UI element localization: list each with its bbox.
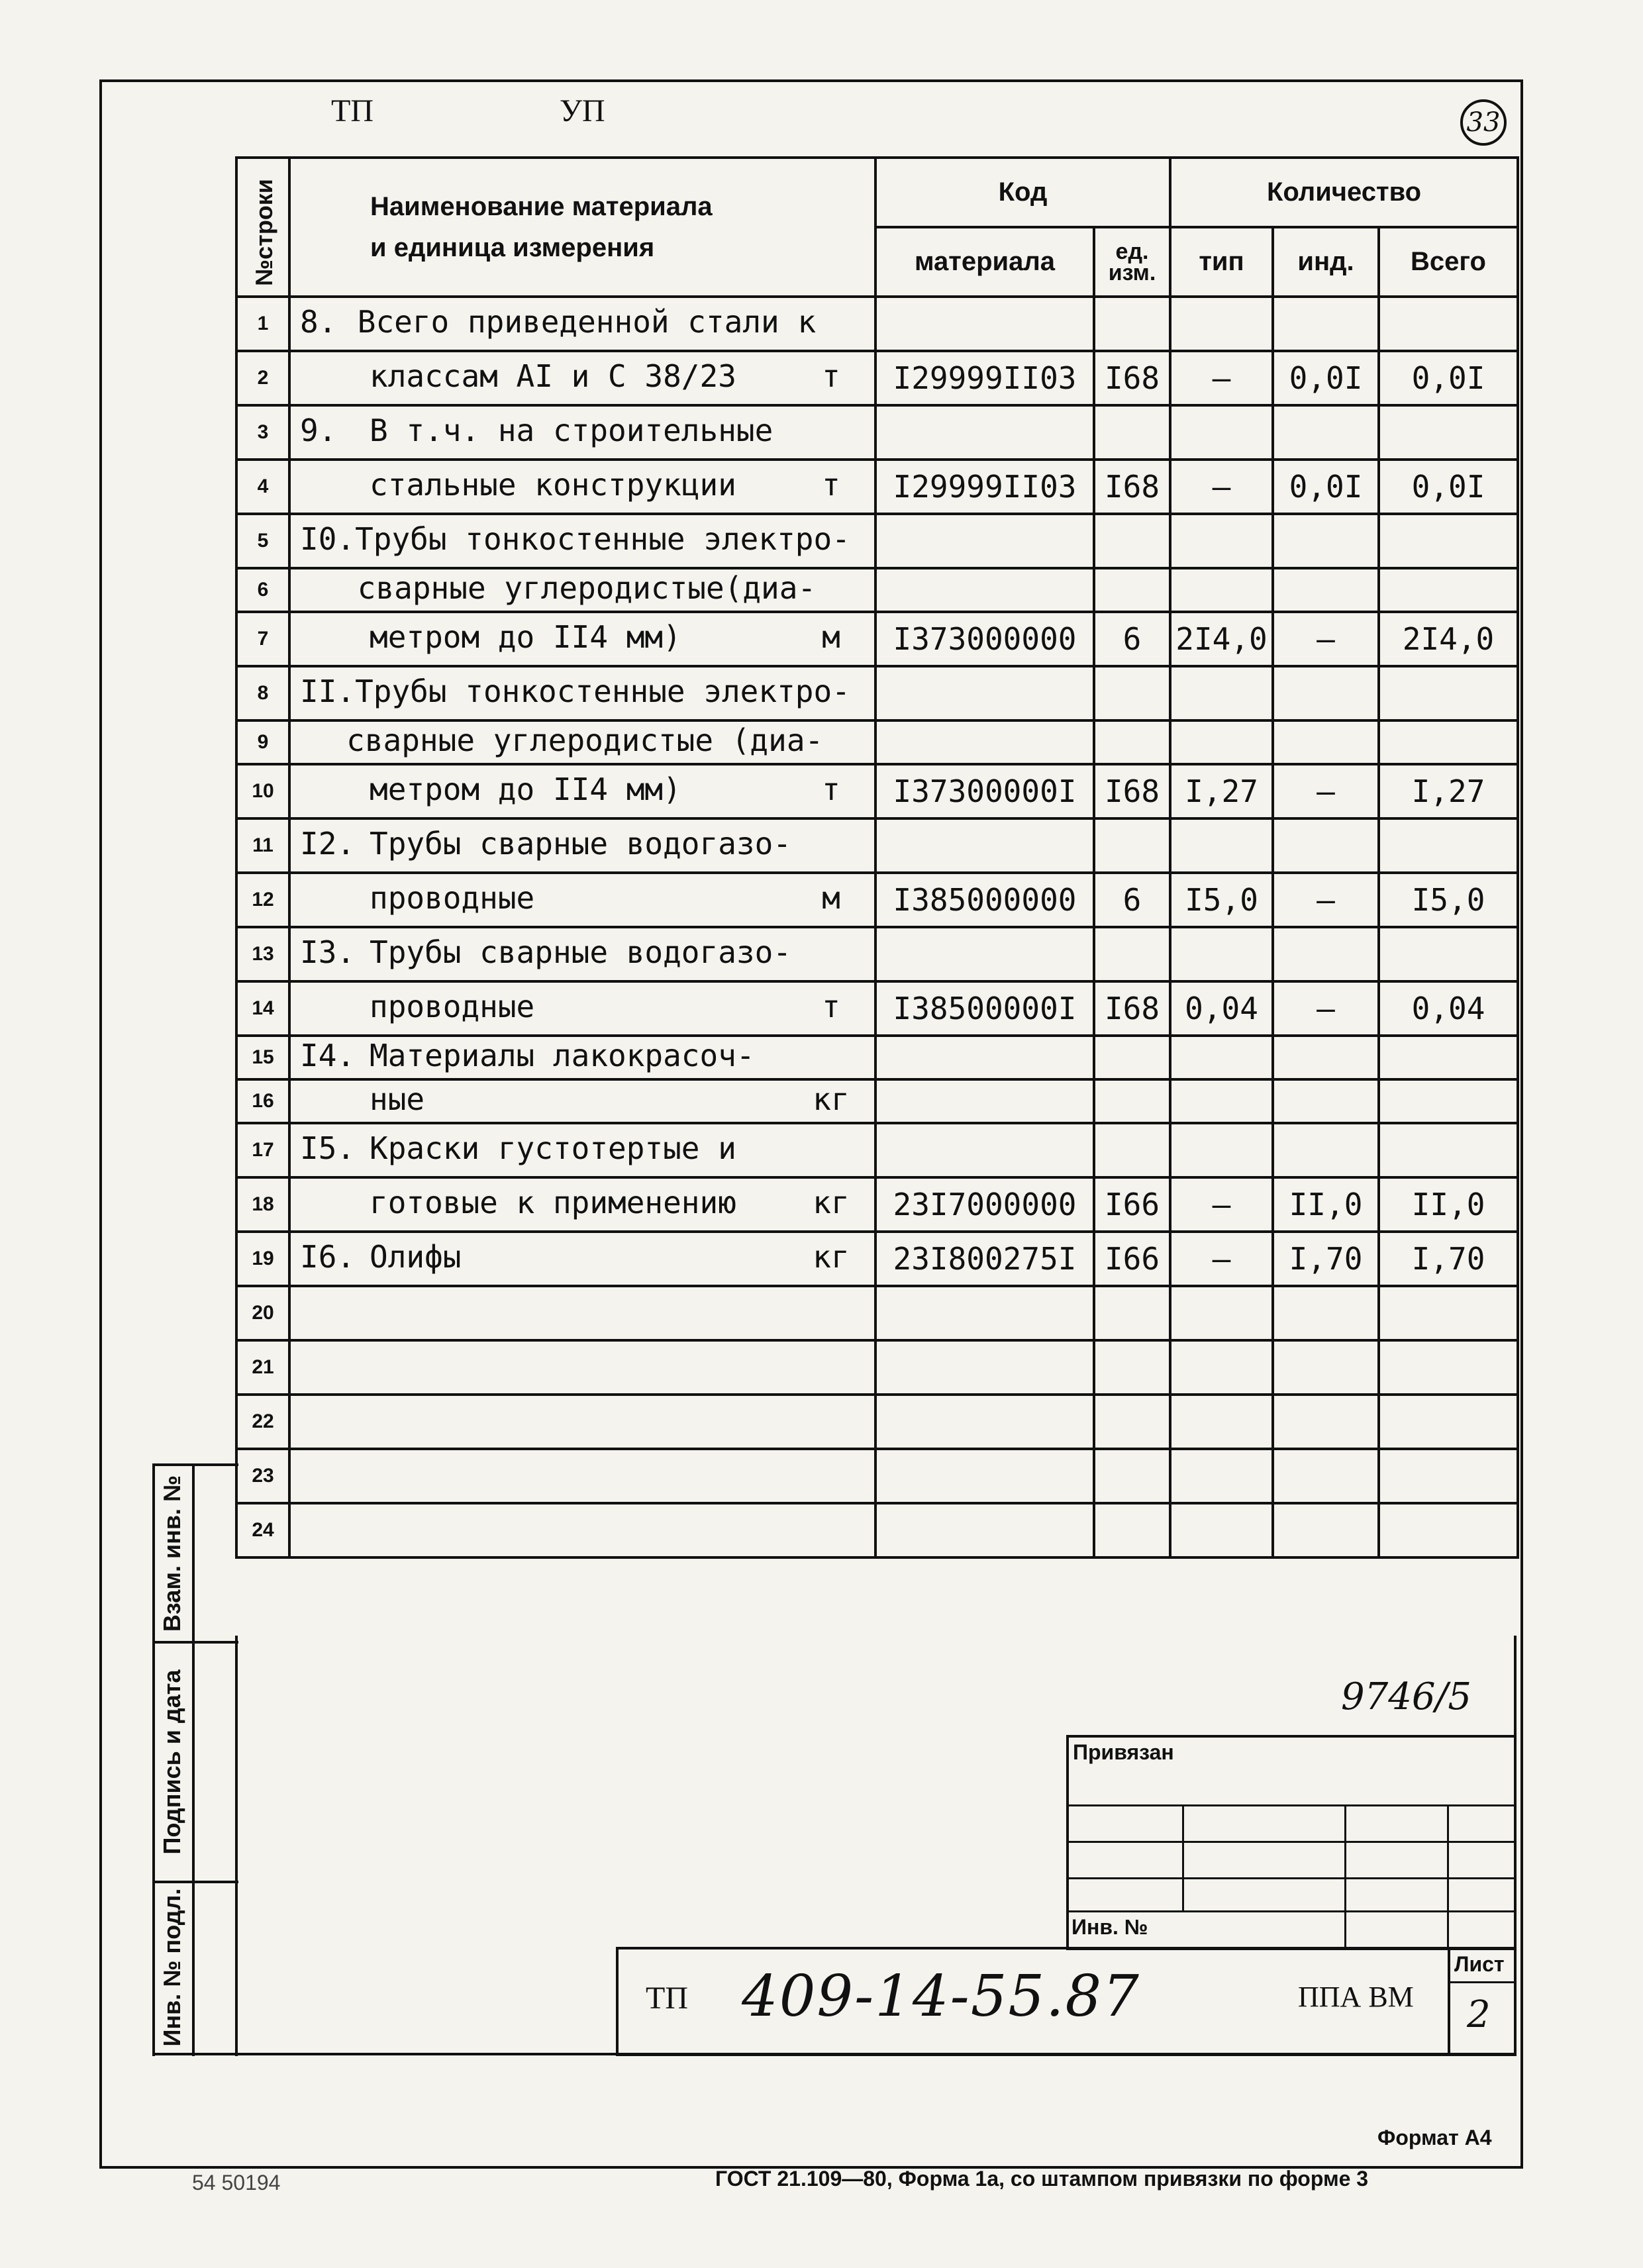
side-label-podpis: Подпись и дата bbox=[158, 1669, 185, 1855]
material-name-cell bbox=[289, 612, 875, 666]
material-name: ные bbox=[370, 1081, 425, 1117]
material-code bbox=[875, 1395, 1094, 1449]
qty-total: 2I4,0 bbox=[1379, 612, 1518, 666]
material-name: Всего приведенной стали к bbox=[357, 304, 817, 340]
material-code bbox=[875, 927, 1094, 981]
table-row bbox=[236, 460, 1518, 514]
material-code bbox=[875, 514, 1094, 568]
qty-total bbox=[1379, 514, 1518, 568]
qty-ind bbox=[1273, 1395, 1379, 1449]
stamp-line-2 bbox=[1066, 1841, 1517, 1843]
qty-ind bbox=[1273, 927, 1379, 981]
header-row-1 bbox=[236, 158, 1518, 227]
row-number: 1 bbox=[236, 297, 289, 351]
material-name: Трубы сварные водогазо- bbox=[370, 934, 791, 970]
lower-left-border bbox=[235, 1636, 238, 2056]
unit-code bbox=[1094, 1036, 1170, 1079]
material-name-cell bbox=[289, 1123, 875, 1177]
row-number: 6 bbox=[236, 568, 289, 612]
qty-type bbox=[1170, 818, 1273, 873]
table-row bbox=[236, 1503, 1518, 1557]
material-name: классам АI и С 38/23 bbox=[370, 358, 736, 394]
unit-code bbox=[1094, 1286, 1170, 1340]
item-position: II. bbox=[300, 673, 356, 709]
unit-code bbox=[1094, 405, 1170, 460]
header-code: Код bbox=[875, 158, 1170, 227]
unit-code: I68 bbox=[1094, 460, 1170, 514]
qty-type bbox=[1170, 297, 1273, 351]
item-position: I4. bbox=[300, 1038, 356, 1073]
unit-code: I66 bbox=[1094, 1177, 1170, 1232]
qty-type: 0,04 bbox=[1170, 981, 1273, 1036]
unit-code bbox=[1094, 514, 1170, 568]
qty-total bbox=[1379, 666, 1518, 720]
qty-ind bbox=[1273, 1449, 1379, 1503]
qty-ind bbox=[1273, 1340, 1379, 1395]
material-name: Трубы тонкостенные электро- bbox=[355, 521, 850, 557]
material-name: сварные углеродистые (диа- bbox=[346, 722, 824, 758]
material-code bbox=[875, 568, 1094, 612]
qty-ind bbox=[1273, 568, 1379, 612]
material-name: проводные bbox=[370, 989, 535, 1024]
material-name: проводные bbox=[370, 880, 535, 916]
privyazan-label: Привязан bbox=[1073, 1740, 1174, 1764]
qty-ind: – bbox=[1273, 981, 1379, 1036]
material-name-cell bbox=[289, 1340, 875, 1395]
row-number: 11 bbox=[236, 818, 289, 873]
qty-total bbox=[1379, 818, 1518, 873]
inv-no-label: Инв. № bbox=[1071, 1915, 1148, 1939]
material-name-cell bbox=[289, 720, 875, 764]
material-code: I29999II03 bbox=[875, 460, 1094, 514]
material-name-cell bbox=[289, 818, 875, 873]
title-tp: ТП bbox=[646, 1981, 688, 2016]
qty-total: 0,04 bbox=[1379, 981, 1518, 1036]
side-border-left bbox=[152, 1463, 155, 2056]
stamp-line-4 bbox=[1066, 1910, 1517, 1912]
row-number: 12 bbox=[236, 873, 289, 927]
unit-code bbox=[1094, 720, 1170, 764]
qty-ind bbox=[1273, 1079, 1379, 1123]
header-code-unit: ед. изм. bbox=[1094, 227, 1170, 297]
material-name-cell bbox=[289, 514, 875, 568]
qty-type bbox=[1170, 1079, 1273, 1123]
header-up: УП bbox=[560, 93, 605, 128]
qty-type bbox=[1170, 1449, 1273, 1503]
unit-code bbox=[1094, 1079, 1170, 1123]
item-position: I0. bbox=[300, 521, 356, 557]
row-number: 8 bbox=[236, 666, 289, 720]
page-number-circle bbox=[1460, 99, 1507, 146]
material-code bbox=[875, 1123, 1094, 1177]
material-code bbox=[875, 1286, 1094, 1340]
table-row bbox=[236, 927, 1518, 981]
qty-type: I,27 bbox=[1170, 764, 1273, 818]
qty-ind bbox=[1273, 1123, 1379, 1177]
qty-ind bbox=[1273, 297, 1379, 351]
archive-number: 54 50194 bbox=[192, 2171, 281, 2194]
document-number: 409-14-55.87 bbox=[742, 1963, 1140, 2030]
qty-type: – bbox=[1170, 460, 1273, 514]
table-row bbox=[236, 514, 1518, 568]
stamp-line-1 bbox=[1066, 1804, 1517, 1806]
material-name-cell bbox=[289, 1395, 875, 1449]
material-code bbox=[875, 1503, 1094, 1557]
material-name: готовые к применению bbox=[370, 1185, 736, 1220]
material-name: Трубы сварные водогазо- bbox=[370, 826, 791, 862]
item-position: I5. bbox=[300, 1130, 356, 1166]
qty-ind bbox=[1273, 720, 1379, 764]
qty-total bbox=[1379, 1079, 1518, 1123]
qty-ind bbox=[1273, 818, 1379, 873]
material-name: Краски густотертые и bbox=[370, 1130, 736, 1166]
list-value: 2 bbox=[1467, 1993, 1491, 2036]
handwritten-ref: 9746/5 bbox=[1341, 1675, 1472, 1718]
stamp-vline-3 bbox=[1447, 1804, 1449, 1950]
row-number: 23 bbox=[236, 1449, 289, 1503]
material-name-cell bbox=[289, 927, 875, 981]
unit-code bbox=[1094, 1395, 1170, 1449]
unit-code: I68 bbox=[1094, 981, 1170, 1036]
row-number: 16 bbox=[236, 1079, 289, 1123]
header-qty-type: тип bbox=[1170, 227, 1273, 297]
qty-total bbox=[1379, 720, 1518, 764]
document-mark: ППА ВМ bbox=[1298, 1981, 1414, 2013]
qty-total: 0,0I bbox=[1379, 460, 1518, 514]
qty-total bbox=[1379, 1036, 1518, 1079]
material-code: 23I800275I bbox=[875, 1232, 1094, 1286]
stamp-vline-2 bbox=[1344, 1804, 1346, 1950]
qty-total: 0,0I bbox=[1379, 351, 1518, 405]
qty-type bbox=[1170, 1286, 1273, 1340]
row-number: 3 bbox=[236, 405, 289, 460]
qty-ind: – bbox=[1273, 612, 1379, 666]
material-code: 23I7000000 bbox=[875, 1177, 1094, 1232]
qty-type bbox=[1170, 514, 1273, 568]
table-row bbox=[236, 1123, 1518, 1177]
material-name: сварные углеродистые(диа- bbox=[357, 570, 817, 606]
material-code: I38500000I bbox=[875, 981, 1094, 1036]
unit-code: 6 bbox=[1094, 873, 1170, 927]
qty-ind bbox=[1273, 1286, 1379, 1340]
item-position: 8. bbox=[300, 304, 337, 340]
material-name: Трубы тонкостенные электро- bbox=[355, 673, 850, 709]
material-code bbox=[875, 297, 1094, 351]
table-row bbox=[236, 1232, 1518, 1286]
unit-code: I68 bbox=[1094, 764, 1170, 818]
table-row bbox=[236, 1449, 1518, 1503]
material-name: стальные конструкции bbox=[370, 467, 736, 503]
list-divider bbox=[1448, 1981, 1517, 1983]
qty-ind bbox=[1273, 666, 1379, 720]
material-name-cell bbox=[289, 666, 875, 720]
unit-code bbox=[1094, 1503, 1170, 1557]
qty-ind bbox=[1273, 514, 1379, 568]
row-number: 13 bbox=[236, 927, 289, 981]
table-row bbox=[236, 720, 1518, 764]
qty-type bbox=[1170, 405, 1273, 460]
header-qty-ind: инд. bbox=[1273, 227, 1379, 297]
qty-type: – bbox=[1170, 1232, 1273, 1286]
qty-ind bbox=[1273, 1503, 1379, 1557]
qty-total: I,27 bbox=[1379, 764, 1518, 818]
row-number: 5 bbox=[236, 514, 289, 568]
unit-code bbox=[1094, 927, 1170, 981]
unit-code: 6 bbox=[1094, 612, 1170, 666]
material-name-cell bbox=[289, 981, 875, 1036]
qty-total bbox=[1379, 927, 1518, 981]
material-name-cell bbox=[289, 1449, 875, 1503]
header-tp: ТП bbox=[331, 93, 373, 128]
qty-ind: 0,0I bbox=[1273, 460, 1379, 514]
table-row bbox=[236, 666, 1518, 720]
material-name: метром до II4 мм) bbox=[370, 771, 681, 807]
material-code bbox=[875, 720, 1094, 764]
material-name-cell bbox=[289, 405, 875, 460]
table-row bbox=[236, 1340, 1518, 1395]
side-label-inv-podl: Инв. № подл. bbox=[158, 1888, 185, 2047]
material-unit: м bbox=[822, 880, 840, 916]
side-border-mid bbox=[192, 1463, 195, 2056]
table-row bbox=[236, 1177, 1518, 1232]
unit-code: I66 bbox=[1094, 1232, 1170, 1286]
header-qty-total: Всего bbox=[1379, 227, 1518, 297]
material-name: метром до II4 мм) bbox=[370, 619, 681, 655]
materials-table bbox=[235, 156, 1519, 1559]
table-row bbox=[236, 764, 1518, 818]
unit-code bbox=[1094, 1123, 1170, 1177]
table-row bbox=[236, 1079, 1518, 1123]
qty-type: 2I4,0 bbox=[1170, 612, 1273, 666]
side-label-vzam: Взам. инв. № bbox=[158, 1475, 185, 1632]
table-row bbox=[236, 612, 1518, 666]
qty-type: – bbox=[1170, 1177, 1273, 1232]
qty-type bbox=[1170, 1036, 1273, 1079]
qty-type bbox=[1170, 666, 1273, 720]
material-unit: т bbox=[822, 467, 840, 503]
material-name-cell bbox=[289, 873, 875, 927]
qty-total bbox=[1379, 405, 1518, 460]
qty-ind bbox=[1273, 1036, 1379, 1079]
table-row bbox=[236, 568, 1518, 612]
qty-ind: II,0 bbox=[1273, 1177, 1379, 1232]
material-name: В т.ч. на строительные bbox=[370, 413, 773, 448]
item-position: I3. bbox=[300, 934, 356, 970]
qty-ind bbox=[1273, 405, 1379, 460]
row-number: 15 bbox=[236, 1036, 289, 1079]
unit-code bbox=[1094, 818, 1170, 873]
row-number: 22 bbox=[236, 1395, 289, 1449]
unit-code bbox=[1094, 1340, 1170, 1395]
header-quantity: Количество bbox=[1170, 158, 1518, 227]
material-unit: кг bbox=[813, 1239, 850, 1275]
material-unit: т bbox=[822, 358, 840, 394]
unit-code bbox=[1094, 568, 1170, 612]
qty-total: I5,0 bbox=[1379, 873, 1518, 927]
qty-type bbox=[1170, 1503, 1273, 1557]
material-name-cell bbox=[289, 1036, 875, 1079]
table-row bbox=[236, 1395, 1518, 1449]
material-code: I373000000 bbox=[875, 612, 1094, 666]
material-code bbox=[875, 818, 1094, 873]
header-code-material: материала bbox=[875, 227, 1094, 297]
material-code bbox=[875, 1036, 1094, 1079]
qty-type bbox=[1170, 1340, 1273, 1395]
table-row bbox=[236, 873, 1518, 927]
material-code bbox=[875, 666, 1094, 720]
item-position: I2. bbox=[300, 826, 356, 862]
row-number: 14 bbox=[236, 981, 289, 1036]
table-row bbox=[236, 351, 1518, 405]
row-number: 17 bbox=[236, 1123, 289, 1177]
material-name-cell bbox=[289, 460, 875, 514]
material-code: I385000000 bbox=[875, 873, 1094, 927]
material-code: I29999II03 bbox=[875, 351, 1094, 405]
qty-total bbox=[1379, 1449, 1518, 1503]
table-row bbox=[236, 1286, 1518, 1340]
qty-type bbox=[1170, 1123, 1273, 1177]
list-label: Лист bbox=[1454, 1952, 1505, 1976]
row-number: 10 bbox=[236, 764, 289, 818]
qty-type bbox=[1170, 568, 1273, 612]
material-unit: т bbox=[822, 989, 840, 1024]
qty-ind: 0,0I bbox=[1273, 351, 1379, 405]
qty-type bbox=[1170, 1395, 1273, 1449]
unit-code bbox=[1094, 1449, 1170, 1503]
material-name: Олифы bbox=[370, 1239, 462, 1275]
row-number: 19 bbox=[236, 1232, 289, 1286]
qty-total bbox=[1379, 568, 1518, 612]
material-name-cell bbox=[289, 568, 875, 612]
row-number: 20 bbox=[236, 1286, 289, 1340]
material-unit: кг bbox=[813, 1081, 850, 1117]
material-code bbox=[875, 1340, 1094, 1395]
row-number: 21 bbox=[236, 1340, 289, 1395]
material-unit: т bbox=[822, 771, 840, 807]
qty-ind: – bbox=[1273, 764, 1379, 818]
qty-total bbox=[1379, 1395, 1518, 1449]
material-code: I37300000I bbox=[875, 764, 1094, 818]
material-name-cell bbox=[289, 764, 875, 818]
material-name-cell bbox=[289, 1177, 875, 1232]
material-unit: м bbox=[822, 619, 840, 655]
qty-ind: – bbox=[1273, 873, 1379, 927]
item-position: 9. bbox=[300, 413, 337, 448]
gost-label: ГОСТ 21.109—80, Форма 1а, со штампом привязки по форме 3 bbox=[715, 2167, 1369, 2191]
unit-code: I68 bbox=[1094, 351, 1170, 405]
row-number: 9 bbox=[236, 720, 289, 764]
material-code bbox=[875, 1079, 1094, 1123]
material-code bbox=[875, 405, 1094, 460]
table-row bbox=[236, 818, 1518, 873]
item-position: I6. bbox=[300, 1239, 356, 1275]
header-row-num-label: №строки bbox=[250, 179, 277, 286]
material-name-cell bbox=[289, 297, 875, 351]
qty-total bbox=[1379, 1286, 1518, 1340]
table-row bbox=[236, 1036, 1518, 1079]
material-name-cell bbox=[289, 1286, 875, 1340]
qty-total: I,70 bbox=[1379, 1232, 1518, 1286]
material-unit: кг bbox=[813, 1185, 850, 1220]
qty-type: I5,0 bbox=[1170, 873, 1273, 927]
row-number: 4 bbox=[236, 460, 289, 514]
table-row bbox=[236, 297, 1518, 351]
qty-total bbox=[1379, 1503, 1518, 1557]
material-code bbox=[875, 1449, 1094, 1503]
qty-ind: I,70 bbox=[1273, 1232, 1379, 1286]
material-name-cell bbox=[289, 1503, 875, 1557]
qty-total: II,0 bbox=[1379, 1177, 1518, 1232]
qty-type bbox=[1170, 927, 1273, 981]
material-name-cell bbox=[289, 351, 875, 405]
qty-type bbox=[1170, 720, 1273, 764]
row-number: 18 bbox=[236, 1177, 289, 1232]
header-row-num bbox=[236, 158, 289, 297]
unit-code bbox=[1094, 666, 1170, 720]
material-name-cell bbox=[289, 1079, 875, 1123]
material-name: Материалы лакокрасоч- bbox=[370, 1038, 755, 1073]
format-label: Формат А4 bbox=[1377, 2126, 1492, 2149]
table-row bbox=[236, 981, 1518, 1036]
stamp-vline-1 bbox=[1182, 1804, 1184, 1910]
stamp-line-3 bbox=[1066, 1877, 1517, 1879]
row-number: 24 bbox=[236, 1503, 289, 1557]
qty-type: – bbox=[1170, 351, 1273, 405]
table-row bbox=[236, 405, 1518, 460]
qty-total bbox=[1379, 297, 1518, 351]
row-number: 7 bbox=[236, 612, 289, 666]
qty-total bbox=[1379, 1340, 1518, 1395]
page-number: 33 bbox=[1466, 107, 1501, 138]
material-name-cell bbox=[289, 1232, 875, 1286]
row-number: 2 bbox=[236, 351, 289, 405]
unit-code bbox=[1094, 297, 1170, 351]
qty-total bbox=[1379, 1123, 1518, 1177]
header-name: Наименование материала и единица измерения bbox=[289, 158, 875, 297]
